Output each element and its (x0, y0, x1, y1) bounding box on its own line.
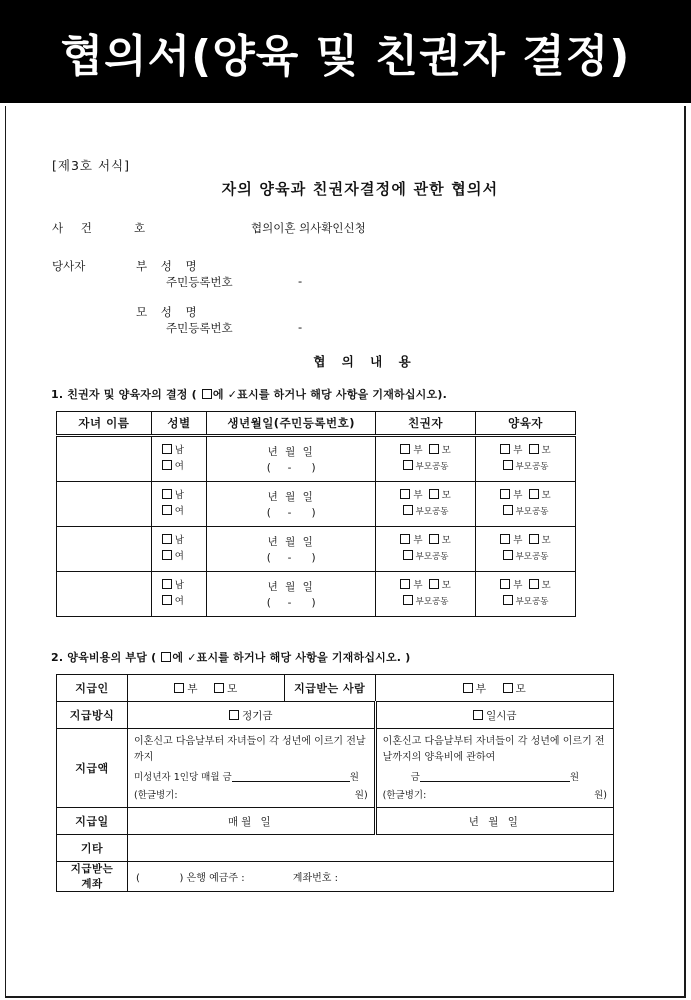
payment-date-label: 지급일 (57, 808, 128, 835)
rrn-open-paren: ( (266, 552, 271, 564)
sex-cell (151, 572, 207, 617)
amount-left-description: 이혼신고 다음날부터 자녀들이 각 성년에 이르기 전날까지 (134, 736, 366, 763)
pa-options-row (376, 488, 475, 505)
checkbox-icon[interactable] (162, 579, 172, 589)
payer-row (57, 675, 614, 702)
checkbox-icon[interactable] (500, 534, 510, 544)
custodian-cell (476, 482, 576, 527)
checkbox-icon (202, 389, 212, 399)
checkbox-icon[interactable] (162, 505, 172, 515)
birthdate-line: 년 월 일 (267, 581, 315, 593)
cu-options-row (476, 443, 575, 460)
payer-mother-label: 모 (227, 682, 238, 695)
checkbox-icon[interactable] (403, 550, 413, 560)
etc-label: 기타 (57, 835, 128, 862)
pa-options-row (376, 578, 475, 595)
parental-authority-cell (376, 527, 476, 572)
pa-joint-label: 부모공동 (415, 596, 449, 607)
cu-joint-label: 부모공동 (515, 551, 549, 562)
father-name-label: 부 성 명 (136, 259, 202, 273)
father-rrn-label: 주민등록번호 (166, 275, 233, 289)
cu-joint-label: 부모공동 (515, 506, 549, 517)
document-page (5, 106, 686, 998)
payee-father-label: 부 (475, 682, 486, 695)
checkbox-icon[interactable] (162, 489, 172, 499)
birthdate-line: 년 월 일 (267, 536, 315, 548)
checkbox-icon[interactable] (403, 460, 413, 470)
table-row (57, 572, 576, 617)
sex-male-label: 남 (174, 490, 184, 502)
rrn-close-paren: ) (311, 462, 316, 474)
account-value-cell[interactable] (128, 862, 614, 891)
amount-right-hangul-unit: 원) (594, 790, 607, 802)
sex-female-label: 여 (174, 551, 184, 562)
checkbox-icon (161, 652, 171, 662)
column-header-custodian: 양육자 (476, 412, 576, 436)
mother-rrn-dash: - (298, 320, 303, 334)
sex-male-label: 남 (174, 580, 184, 592)
amount-left-unit: 원 (349, 772, 359, 783)
checkbox-icon[interactable] (429, 489, 439, 499)
checkbox-icon[interactable] (162, 534, 172, 544)
cu-joint-row[interactable] (476, 595, 575, 610)
checkbox-icon[interactable] (503, 683, 513, 693)
birthdate-cell[interactable] (207, 572, 376, 617)
rrn-close-paren: ) (311, 552, 316, 564)
account-label-line1: 지급받는 (70, 863, 114, 876)
checkbox-icon[interactable] (162, 444, 172, 454)
account-label (57, 862, 128, 891)
section-1-heading (51, 386, 447, 402)
payee-label: 지급받는 사람 (284, 675, 375, 702)
cu-father-label: 부 (513, 535, 523, 547)
pa-father-label: 부 (413, 490, 423, 502)
section-1-heading-pre: 1. 친권자 및 양육자의 결정 ( (51, 388, 201, 401)
sex-cell (151, 482, 207, 527)
account-row (57, 862, 614, 891)
payment-method-periodic-cell[interactable] (128, 702, 376, 729)
amount-left-hangul-row (134, 788, 368, 803)
pa-mother-label: 모 (441, 535, 451, 547)
cu-father-label: 부 (513, 580, 523, 592)
table-row (57, 482, 576, 527)
sex-male-option[interactable] (162, 443, 207, 459)
child-name-cell[interactable] (57, 572, 152, 617)
custodian-cell (476, 436, 576, 482)
sex-female-option[interactable] (162, 549, 207, 565)
checkbox-icon[interactable] (400, 579, 410, 589)
payee-options-cell (375, 675, 613, 702)
amount-right-total (383, 769, 607, 785)
rrn-line (207, 462, 375, 474)
rrn-open-paren: ( (266, 507, 271, 519)
account-number-label: 계좌번호 : (292, 873, 338, 885)
checkbox-icon[interactable] (429, 534, 439, 544)
payment-date-row (57, 808, 614, 835)
payer-father-label: 부 (187, 682, 198, 695)
mother-name-label: 모 성 명 (136, 305, 202, 319)
checkbox-icon[interactable] (529, 489, 539, 499)
rrn-dash: - (287, 552, 292, 564)
checkbox-icon[interactable] (403, 595, 413, 605)
payment-date-periodic-cell[interactable]: 매월 일 (128, 808, 376, 835)
payment-amount-periodic-cell[interactable] (128, 729, 376, 808)
custodian-cell (476, 527, 576, 572)
section-2-heading-post: 에 ✓표시를 하거나 해당 사항을 기재하십시오. ) (172, 651, 411, 664)
checkbox-icon[interactable] (214, 683, 224, 693)
birthdate-line: 년 월 일 (267, 491, 315, 503)
party-label: 당사자 (52, 259, 86, 273)
banner-title: 협의서(양육 및 친권자 결정) (60, 30, 631, 82)
pa-joint-row[interactable] (376, 550, 475, 565)
checkbox-icon[interactable] (473, 710, 483, 720)
checkbox-icon[interactable] (503, 505, 513, 515)
sex-cell (151, 436, 207, 482)
children-table (56, 411, 576, 617)
section-1-heading-post: 에 ✓표시를 하거나 해당 사항을 기재하십시오). (212, 388, 447, 401)
section-2-heading (51, 649, 410, 665)
pa-mother-label: 모 (441, 580, 451, 592)
payment-date-lumpsum-cell[interactable]: 년 월 일 (375, 808, 613, 835)
sex-male-label: 남 (174, 535, 184, 547)
payment-method-lumpsum-label: 일시금 (486, 709, 517, 722)
sex-female-option[interactable] (162, 459, 207, 475)
rrn-open-paren: ( (266, 462, 271, 474)
child-support-table (56, 674, 614, 892)
checkbox-icon[interactable] (500, 579, 510, 589)
sex-female-option[interactable] (162, 594, 207, 610)
checkbox-icon[interactable] (463, 683, 473, 693)
checkbox-icon[interactable] (400, 534, 410, 544)
sex-male-option[interactable] (162, 488, 207, 504)
amount-right-hangul-label: (한글병기: (382, 790, 427, 802)
checkbox-icon[interactable] (162, 460, 172, 470)
cu-mother-label: 모 (541, 535, 551, 547)
pa-options-row (376, 443, 475, 460)
payment-method-periodic-label: 정기금 (242, 709, 273, 722)
sex-female-option[interactable] (162, 504, 207, 520)
cu-options-row (476, 578, 575, 595)
sex-female-label: 여 (174, 461, 184, 472)
cu-mother-label: 모 (541, 445, 551, 457)
child-name-cell[interactable] (57, 527, 152, 572)
account-holder-label: 예금주 : (209, 873, 245, 885)
sex-male-option[interactable] (162, 533, 207, 549)
payment-amount-label: 지급액 (57, 729, 128, 808)
pa-joint-label: 부모공동 (415, 461, 449, 472)
pa-mother-label: 모 (441, 490, 451, 502)
cu-options-row (476, 533, 575, 550)
case-label: 사 건 (52, 221, 99, 235)
rrn-dash: - (287, 597, 292, 609)
form-number: [제3호 서식] (52, 158, 130, 173)
checkbox-icon[interactable] (229, 710, 239, 720)
account-bank-input[interactable] (143, 873, 146, 884)
pa-options-row (376, 533, 475, 550)
payer-label: 지급인 (57, 675, 128, 702)
checkbox-icon[interactable] (529, 444, 539, 454)
sex-cell (151, 527, 207, 572)
payment-amount-row (57, 729, 614, 808)
amount-right-prefix: 금 (410, 772, 420, 783)
child-name-cell[interactable] (57, 482, 152, 527)
checkbox-icon[interactable] (529, 534, 539, 544)
rrn-open-paren: ( (266, 597, 271, 609)
payer-options-cell (128, 675, 285, 702)
checkbox-icon[interactable] (503, 595, 513, 605)
parental-authority-cell (376, 572, 476, 617)
payment-method-label: 지급방식 (57, 702, 128, 729)
cu-joint-row[interactable] (476, 460, 575, 475)
pa-mother-label: 모 (441, 445, 451, 457)
sex-female-label: 여 (174, 596, 184, 607)
cu-joint-label: 부모공동 (515, 596, 549, 607)
payee-mother-label: 모 (515, 682, 526, 695)
pa-joint-label: 부모공동 (415, 551, 449, 562)
parental-authority-cell (376, 436, 476, 482)
pa-joint-label: 부모공동 (415, 506, 449, 517)
amount-right-description: 이혼신고 다음날부터 자녀들이 각 성년에 이르기 전날까지의 양육비에 관하여 (382, 736, 605, 763)
document-content (6, 106, 684, 996)
rrn-line (207, 507, 375, 519)
parental-authority-cell (376, 482, 476, 527)
cu-mother-label: 모 (541, 580, 551, 592)
amount-left-hangul-label: (한글병기: (134, 790, 178, 802)
header-banner (0, 0, 691, 103)
amount-left-monthly (134, 769, 368, 785)
column-header-parental-authority: 친권자 (376, 412, 476, 436)
amount-left-prefix: 미성년자 1인당 매월 금 (134, 772, 232, 783)
checkbox-icon[interactable] (429, 444, 439, 454)
amount-left-input[interactable] (232, 769, 350, 782)
payment-method-lumpsum-cell[interactable] (375, 702, 613, 729)
birthdate-line: 년 월 일 (267, 446, 315, 458)
column-header-child-name: 자녀 이름 (57, 412, 152, 436)
cu-father-label: 부 (513, 445, 523, 457)
pa-father-label: 부 (413, 535, 423, 547)
table-header-row (57, 412, 576, 436)
birthdate-cell[interactable] (207, 527, 376, 572)
checkbox-icon[interactable] (503, 460, 513, 470)
pa-joint-row[interactable] (376, 460, 475, 475)
checkbox-icon[interactable] (429, 579, 439, 589)
account-label-line2: 계좌 (81, 877, 103, 890)
cu-joint-row[interactable] (476, 550, 575, 565)
table-row (57, 527, 576, 572)
payment-method-row (57, 702, 614, 729)
pa-father-label: 부 (413, 445, 423, 457)
cu-father-label: 부 (513, 490, 523, 502)
checkbox-icon[interactable] (529, 579, 539, 589)
checkbox-icon[interactable] (503, 550, 513, 560)
rrn-close-paren: ) (311, 507, 316, 519)
checkbox-icon[interactable] (400, 444, 410, 454)
amount-right-unit: 원 (569, 772, 580, 783)
sex-female-label: 여 (174, 506, 184, 517)
etc-row (57, 835, 614, 862)
custodian-cell (476, 572, 576, 617)
rrn-dash: - (287, 507, 292, 519)
account-bank-open: ( (136, 873, 140, 885)
case-number-label: 호 (134, 221, 146, 235)
child-name-cell[interactable] (57, 436, 152, 482)
rrn-line (207, 597, 375, 609)
column-header-birthdate: 생년월일(주민등록번호) (207, 412, 376, 436)
cu-joint-label: 부모공동 (515, 461, 549, 472)
cu-options-row (476, 488, 575, 505)
payment-amount-lumpsum-cell[interactable] (375, 729, 613, 808)
case-application-text: 협의이혼 의사확인신청 (251, 221, 366, 235)
checkbox-icon[interactable] (162, 550, 172, 560)
amount-left-hangul-unit: 원) (354, 790, 368, 802)
checkbox-icon[interactable] (500, 444, 510, 454)
document-title: 자의 양육과 친권자결정에 관한 협의서 (221, 180, 499, 198)
agreement-content-heading: 협 의 내 용 (313, 354, 417, 369)
table-row (57, 436, 576, 482)
cu-joint-row[interactable] (476, 505, 575, 520)
pa-father-label: 부 (413, 580, 423, 592)
checkbox-icon[interactable] (174, 683, 184, 693)
pa-joint-row[interactable] (376, 595, 475, 610)
cu-mother-label: 모 (541, 490, 551, 502)
rrn-close-paren: ) (311, 597, 316, 609)
rrn-dash: - (287, 462, 292, 474)
checkbox-icon[interactable] (403, 505, 413, 515)
amount-right-input[interactable] (420, 769, 570, 782)
amount-right-hangul-row (383, 788, 607, 803)
rrn-line (207, 552, 375, 564)
checkbox-icon[interactable] (400, 489, 410, 499)
checkbox-icon[interactable] (500, 489, 510, 499)
sex-male-label: 남 (174, 445, 184, 457)
etc-value-cell[interactable] (128, 835, 614, 862)
sex-male-option[interactable] (162, 578, 207, 594)
birthdate-cell[interactable] (207, 436, 376, 482)
column-header-sex: 성별 (151, 412, 207, 436)
father-rrn-dash: - (298, 274, 303, 288)
section-2-heading-pre: 2. 양육비용의 부담 ( (51, 651, 161, 664)
account-bank-close: ) 은행 (179, 873, 206, 885)
birthdate-cell[interactable] (207, 482, 376, 527)
pa-joint-row[interactable] (376, 505, 475, 520)
mother-rrn-label: 주민등록번호 (166, 321, 233, 335)
checkbox-icon[interactable] (162, 595, 172, 605)
